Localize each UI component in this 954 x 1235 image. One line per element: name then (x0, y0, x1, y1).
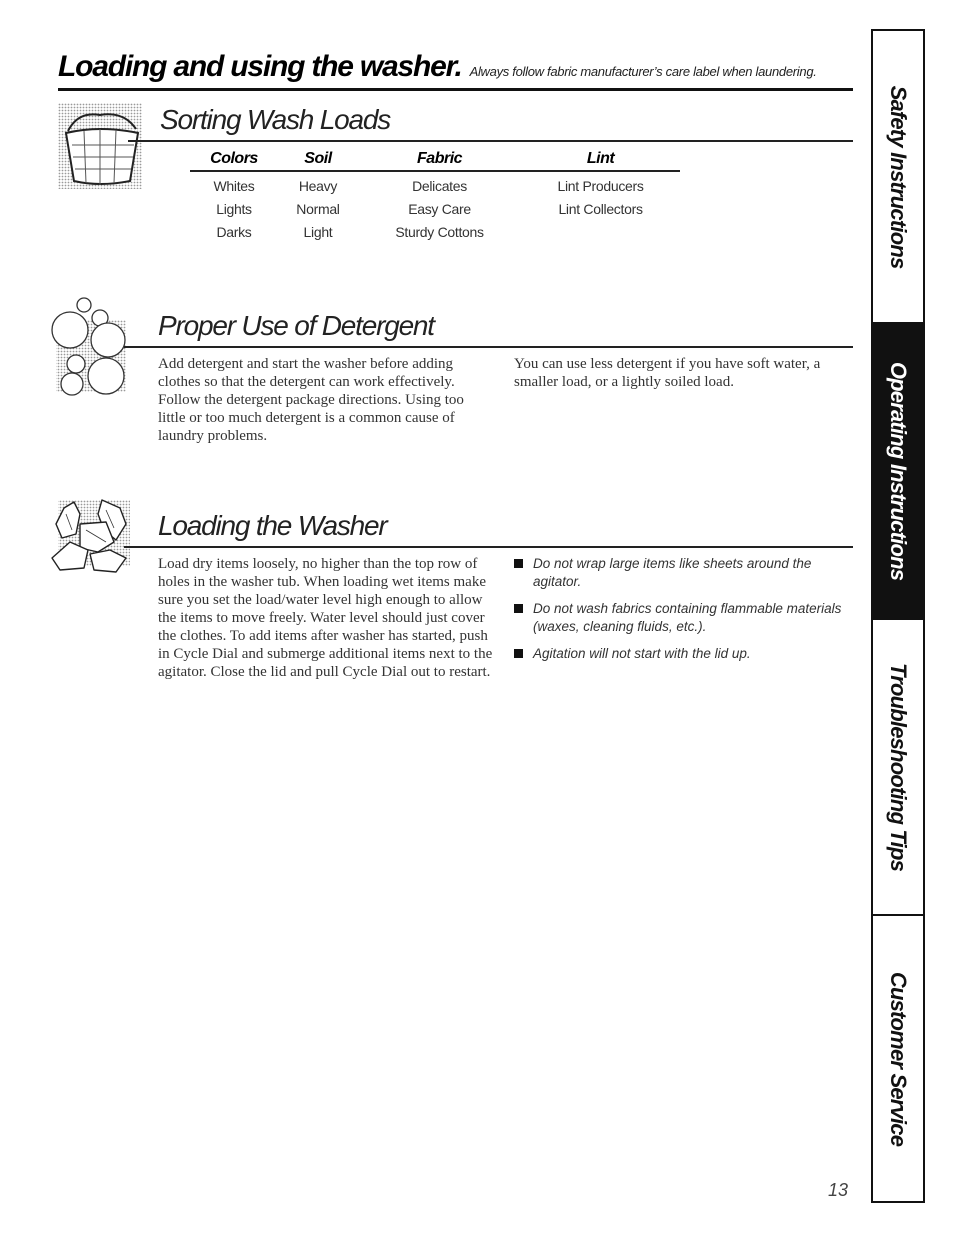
header-rule (58, 88, 853, 91)
table-row (190, 171, 680, 197)
bullet-square-icon (514, 604, 523, 613)
detergent-section-rule (124, 346, 853, 348)
table-cell (521, 220, 680, 243)
table-cell: Delicates (412, 178, 467, 194)
page-title: Loading and using the washer. (58, 50, 462, 83)
clothes-pile-icon (50, 494, 132, 574)
section-tabs (871, 29, 925, 1203)
table-cell: Lint Collectors (558, 201, 643, 217)
sorting-section-rule (128, 140, 853, 142)
loading-bullet-list (514, 555, 844, 672)
bullet-square-icon (514, 559, 523, 568)
list-item (514, 600, 844, 636)
table-cell: Darks (216, 224, 252, 240)
tab-label: Operating Instructions (886, 361, 911, 581)
tab-troubleshooting-tips[interactable] (873, 620, 923, 916)
bullet-square-icon (514, 649, 523, 658)
table-cell: Whites (213, 178, 255, 194)
detergent-paragraph-left: Add detergent and start the washer before adding clothes so that the detergent can work effectively. Follow the detergent package directions. Using too little or too much detergent is a common cause of laundry problems. (158, 356, 464, 444)
column-header: Colors (190, 150, 278, 171)
page-number: 13 (828, 1180, 849, 1200)
tab-label: Troubleshooting Tips (886, 662, 911, 872)
tab-customer-service[interactable] (873, 916, 923, 1201)
tab-label: Safety Instructions (886, 85, 911, 268)
tab-safety-instructions[interactable] (873, 31, 923, 324)
table-row (190, 220, 680, 243)
list-item-text: Do not wrap large items like sheets around the agitator. (533, 556, 812, 589)
detergent-section-title: Proper Use of Detergent (158, 310, 434, 341)
page-header (58, 50, 853, 84)
table-cell: Normal (296, 201, 340, 217)
column-header: Soil (278, 150, 358, 171)
table-cell: Sturdy Cottons (395, 224, 484, 240)
column-header: Lint (521, 150, 680, 171)
table-cell: Heavy (298, 178, 338, 194)
list-item-text: Do not wash fabrics containing flammable materials (waxes, cleaning fluids, etc.). (533, 601, 842, 634)
loading-section-rule (124, 546, 853, 548)
loading-paragraph: Load dry items loosely, no higher than the top row of holes in the washer tub. When loading wet items make sure you set the load/water level high enough to allow the items to move freely. Water level should just cover the clothes. To add items after washer has started, push in Cycle Dial and submerge additional items next to the agitator. Close the lid and pull Cycle Dial out to restart. (158, 556, 493, 680)
list-item-text: Agitation will not start with the lid up. (533, 646, 751, 661)
table-cell: Easy Care (408, 201, 471, 217)
table-row (190, 197, 680, 220)
sort-table (190, 150, 680, 243)
sorting-section-title: Sorting Wash Loads (160, 104, 391, 135)
laundry-basket-icon (58, 103, 142, 189)
tab-label: Customer Service (886, 971, 911, 1146)
loading-section-title: Loading the Washer (158, 510, 387, 541)
page-subtitle: Always follow fabric manufacturer’s care label when laundering. (469, 64, 817, 79)
detergent-bubbles-icon (48, 296, 134, 400)
list-item (514, 645, 844, 663)
table-cell: Lights (216, 201, 252, 217)
sort-table-header-row (190, 150, 680, 171)
tab-operating-instructions[interactable] (873, 324, 923, 620)
list-item (514, 555, 844, 591)
table-cell: Lint Producers (557, 178, 644, 194)
detergent-paragraph-right: You can use less detergent if you have soft water, a smaller load, or a lightly soiled load. (514, 356, 821, 390)
table-cell: Light (303, 224, 333, 240)
column-header: Fabric (358, 150, 521, 171)
